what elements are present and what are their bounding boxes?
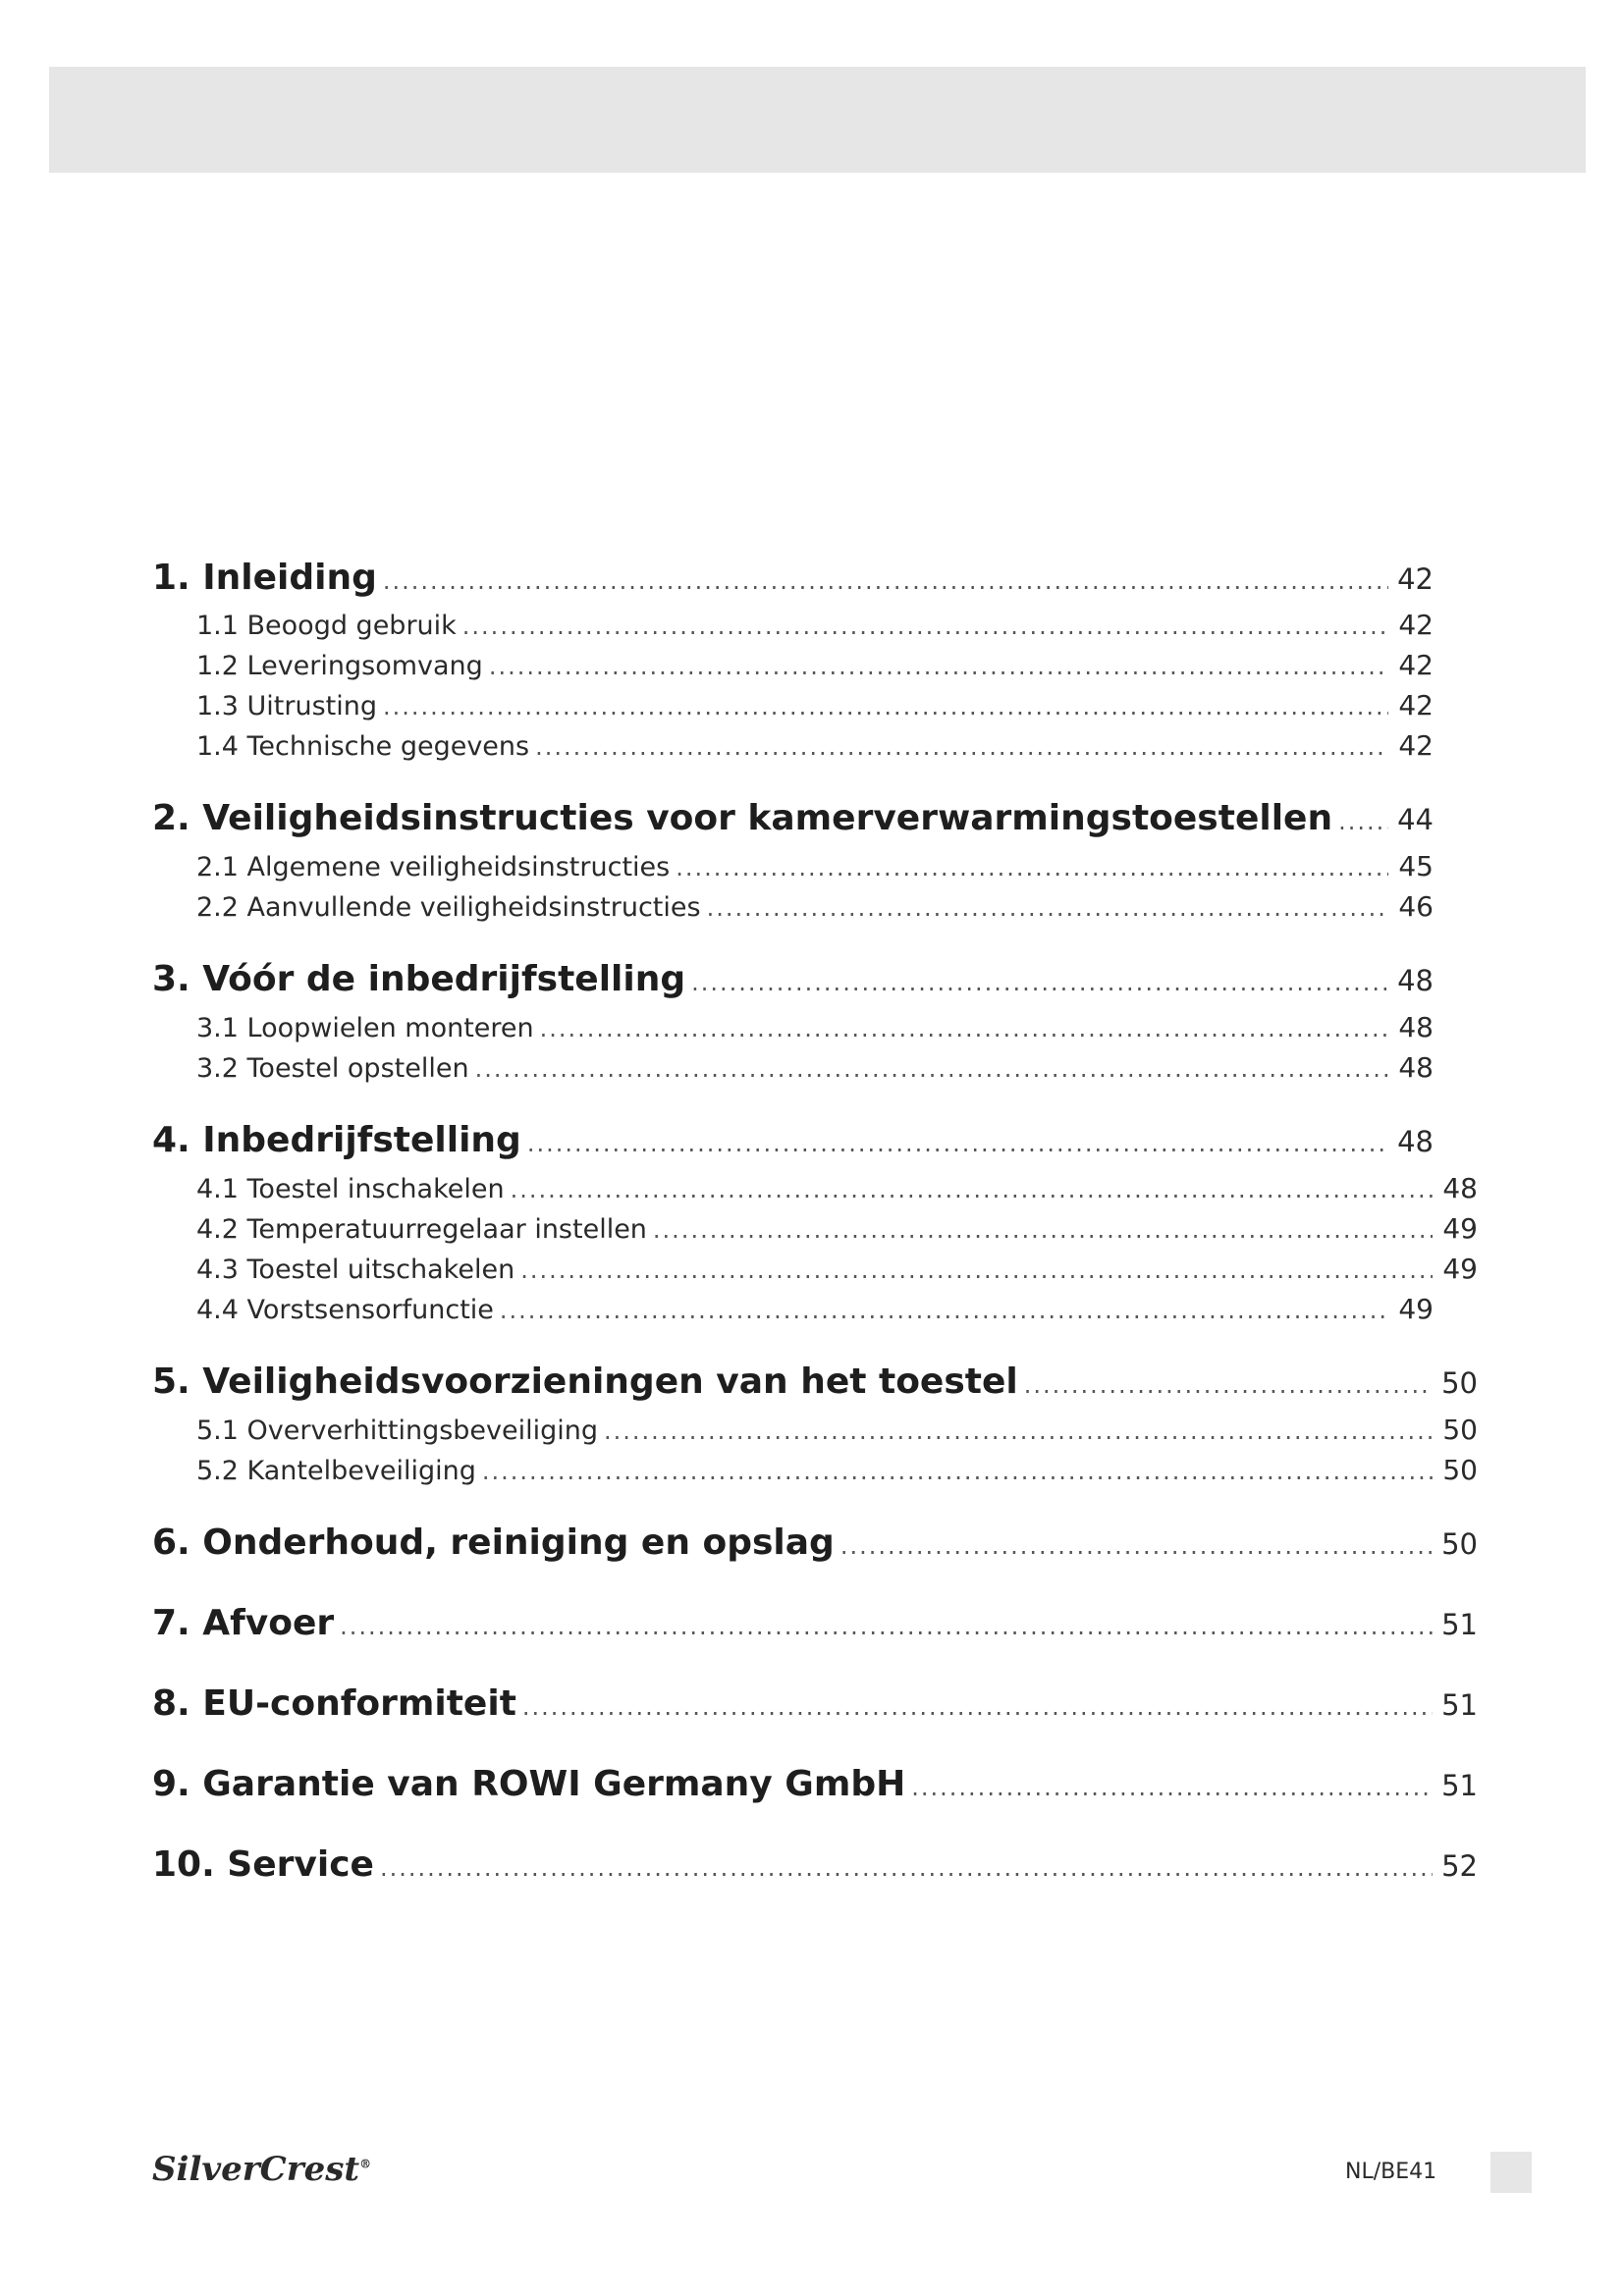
toc-entry-page: 49 [1442,1212,1478,1245]
toc-entry-label: 2.1 Algemene veiligheidsinstructies [196,852,671,882]
toc-entry[interactable] [196,850,1434,889]
toc-entry-page: 52 [1441,1849,1478,1883]
toc-dot-leader [691,969,1388,996]
toc-entry[interactable] [196,1253,1478,1292]
toc-entry[interactable] [196,1011,1434,1050]
corner-marker [1490,2152,1532,2193]
toc-entry-label: 4.1 Toestel inschakelen [196,1174,505,1204]
toc-entry[interactable] [152,1683,1478,1733]
toc-entry-label: 4. Inbedrijfstelling [152,1120,521,1160]
brand-logo-text: SilverCrest [152,2150,360,2189]
toc-entry[interactable] [196,1293,1434,1332]
toc-dot-leader [527,1130,1388,1157]
toc-entry-label: 1.3 Uitrusting [196,691,377,721]
toc-entry-label: 1. Inleiding [152,558,377,598]
toc-entry-page: 48 [1397,964,1434,997]
toc-entry-page: 49 [1398,1293,1434,1325]
toc-dot-leader [676,854,1388,881]
trademark-mark: ® [359,2157,372,2171]
toc-entry-page: 49 [1442,1253,1478,1285]
toc-dot-leader [475,1055,1388,1083]
toc-entry-label: 3.2 Toestel opstellen [196,1053,469,1084]
toc-entry-label: 4.4 Vorstsensorfunctie [196,1295,494,1325]
toc-entry-page: 42 [1397,562,1434,596]
toc-entry[interactable] [152,558,1434,607]
toc-entry-page: 50 [1441,1527,1478,1561]
toc-entry-label: 9. Garantie van ROWI Germany GmbH [152,1764,906,1804]
toc-entry[interactable] [196,649,1434,688]
toc-entry-page: 42 [1398,609,1434,641]
toc-entry[interactable] [196,1212,1478,1252]
toc-dot-leader [840,1532,1433,1560]
toc-entry-page: 50 [1441,1366,1478,1400]
toc-dot-leader [911,1774,1433,1801]
toc-entry[interactable] [196,689,1434,728]
toc-entry-label: 3.1 Loopwielen monteren [196,1013,534,1043]
toc-entry-label: 1.1 Beoogd gebruik [196,611,457,641]
toc-entry-label: 3. Vóór de inbedrijfstelling [152,959,686,999]
toc-entry-page: 48 [1398,1011,1434,1043]
toc-entry[interactable] [196,729,1434,769]
toc-dot-leader [1338,808,1388,835]
toc-entry-label: 4.2 Temperatuurregelaar instellen [196,1214,647,1245]
page-number: NL/BE41 [1345,2160,1437,2184]
toc-entry-page: 48 [1398,1051,1434,1084]
toc-entry-page: 51 [1441,1608,1478,1641]
toc-dot-leader [653,1216,1433,1244]
toc-entry[interactable] [152,1844,1478,1894]
toc-dot-leader [462,613,1388,640]
toc-entry-page: 48 [1397,1125,1434,1158]
toc-entry[interactable] [152,1120,1434,1169]
toc-entry-page: 48 [1442,1172,1478,1204]
toc-entry-label: 5.1 Oververhittingsbeveiliging [196,1415,599,1446]
toc-entry-page: 44 [1397,803,1434,836]
toc-entry-label: 4.3 Toestel uitschakelen [196,1255,515,1285]
toc-entry[interactable] [152,1522,1478,1572]
toc-entry[interactable] [196,1172,1478,1211]
toc-dot-leader [380,1854,1433,1882]
toc-entry[interactable] [152,1764,1478,1813]
toc-entry-label: 5. Veiligheidsvoorzieningen van het toestel [152,1362,1018,1402]
toc-entry-page: 50 [1442,1414,1478,1446]
toc-dot-leader [604,1417,1433,1445]
toc-dot-leader [1024,1371,1433,1399]
toc-entry-page: 45 [1398,850,1434,882]
toc-dot-leader [340,1613,1433,1640]
toc-entry-label: 2. Veiligheidsinstructies voor kamerverwarmingstoestellen [152,798,1333,838]
toc-entry-label: 1.4 Technische gegevens [196,731,530,762]
toc-entry[interactable] [152,1603,1478,1652]
toc-dot-leader [383,567,1388,595]
toc-entry-label: 5.2 Kantelbeveiliging [196,1456,476,1486]
toc-entry-page: 51 [1441,1688,1478,1722]
toc-entry-page: 51 [1441,1769,1478,1802]
toc-entry[interactable] [152,1362,1478,1411]
toc-dot-leader [482,1458,1433,1485]
toc-dot-leader [511,1176,1433,1203]
toc-entry-label: 8. EU-conformiteit [152,1683,516,1724]
toc-entry[interactable] [196,609,1434,648]
toc-entry[interactable] [152,959,1434,1008]
toc-entry[interactable] [152,798,1434,847]
toc-dot-leader [383,693,1388,721]
toc-entry-label: 2.2 Aanvullende veiligheidsinstructies [196,892,701,923]
toc-entry-page: 42 [1398,689,1434,721]
toc-entry-page: 42 [1398,649,1434,681]
toc-entry-page: 46 [1398,890,1434,923]
toc-entry-page: 42 [1398,729,1434,762]
toc-dot-leader [540,1015,1388,1042]
toc-entry-label: 10. Service [152,1844,374,1885]
toc-entry[interactable] [196,1051,1434,1091]
brand-logo [152,2150,371,2189]
toc-dot-leader [489,653,1388,680]
toc-dot-leader [500,1297,1388,1324]
toc-entry-label: 7. Afvoer [152,1603,335,1643]
toc-entry[interactable] [196,890,1434,930]
toc-entry-page: 50 [1442,1454,1478,1486]
toc-entry-label: 6. Onderhoud, reiniging en opslag [152,1522,835,1563]
toc-dot-leader [520,1256,1433,1284]
toc-entry[interactable] [196,1414,1478,1453]
toc-dot-leader [707,894,1388,922]
toc-dot-leader [535,733,1388,761]
toc-entry[interactable] [196,1454,1478,1493]
toc-dot-leader [522,1693,1433,1721]
toc-entry-label: 1.2 Leveringsomvang [196,651,483,681]
